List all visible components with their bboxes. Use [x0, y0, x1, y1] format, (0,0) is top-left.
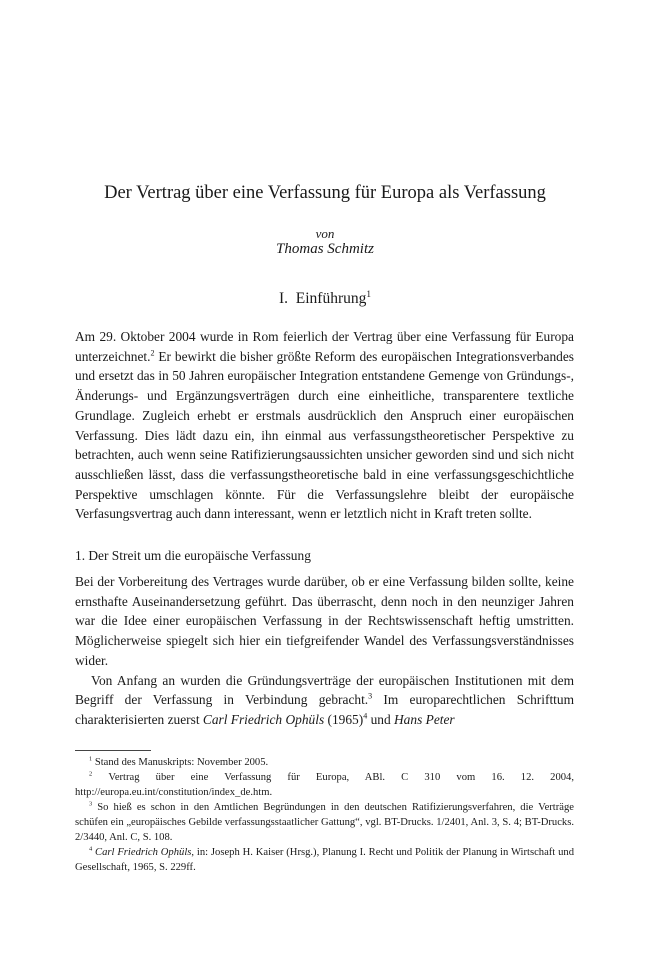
footnote-3: $^3$ So hieß es schon in den Amtlichen Begründungen in den deutschen Ratifizierungsverfahren, die Verträge schüfen ein „europäisches Gebilde verfassungsstaatlicher Gattung“, vgl. BT-Drucks. 1/2401, Anl. 3, S. 4; BT-Drucks. 2/3440, Anl. C, S. 108.	[75, 800, 574, 843]
paragraph-text: Von Anfang an wurden die Gründungsverträge der europäischen Institutionen mit dem Begriff der Verfassung in Verbindung gebracht.	[75, 672, 574, 708]
paragraph-text: (1965)	[324, 711, 364, 727]
footnote-divider	[75, 750, 151, 751]
paragraph-text: Er bewirkt die bisher größte Reform des europäischen Integrationsverbandes und ersetzt das in 50 Jahren europäischer Integration entstandene Gemenge von Gründungs-, Änderungs- und Ergänzungsverträgen durch eine einheitliche, transparentere textliche Grundlage. Zugleich erhebt er erstmals ausdrücklich den Anspruch einer europäischen Verfassung. Dies lädt dazu ein, ihn einmal aus verfassungstheoretischer Perspektive zu betrachten, auch wenn seine Ratifizierungsaussichten unsicher geworden sind und sich nicht ausschließen lässt, dass die verfassungstheoretische bald in eine verfassungsgeschichtliche Perspektive umschlagen könnte. Für die Verfassungslehre bleibt der europäische Verfasungsvertrag auch dann interessant, wenn er letztlich nicht in Kraft treten sollte.	[75, 348, 574, 522]
article-title: Der Vertrag über eine Verfassung für Europa als Verfassung	[104, 183, 546, 203]
section-number: I.	[278, 290, 289, 307]
person-name: Hans Peter	[394, 711, 455, 727]
paragraph-continued	[75, 671, 574, 730]
footnote-ref-1: 1	[366, 289, 372, 300]
paragraph-text: Bei der Vorbereitung des Vertrages wurde darüber, ob er eine Verfassung bilden sollte, keine ernsthafte Auseinandersetzung geführt. Das überrascht, denn noch in den neunziger Jahren war die Idee einer europäischen Verfassung in der Rechtswissenschaft heftig umstritten. Möglicherweise spiegelt sich hier ein tiefgreifender Wandel des Verfassungsverständnisses wider.	[75, 574, 574, 668]
paragraph-text: Im europarechtlichen Schrifttum charakterisierten zuerst	[75, 692, 574, 727]
footnote-ref-4: 4	[363, 711, 368, 721]
subsection-heading: 1. Der Streit um die europäische Verfassung	[75, 548, 311, 563]
person-name: Carl Friedrich Ophüls	[202, 711, 325, 727]
paragraph-body	[75, 572, 574, 730]
section-title: Einführung	[295, 290, 367, 307]
footnote-ref-2: 2	[150, 348, 155, 358]
footnote-ref-3: 3	[368, 691, 373, 701]
paragraph-intro	[75, 327, 574, 524]
author-name: Thomas Schmitz	[276, 241, 374, 257]
paragraph-text: und	[367, 711, 395, 727]
section-heading	[60, 288, 590, 310]
byline: von	[315, 226, 335, 241]
footnote-1: $^1$ Stand des Manuskripts: November 2005.	[89, 755, 269, 768]
footnote-4: $^4$ Carl Friedrich Ophüls, in: Joseph H. Kaiser (Hrsg.), Planung I. Recht und Politik der Planung in Wirtschaft und Gesellschaft, 1965, S. 229ff.	[75, 845, 574, 873]
footnote-2: $^2$ Vertrag über eine Verfassung für Europa, ABl. C 310 vom 16. 12. 2004, http://europa.eu.int/constitution/index_de.htm.	[75, 770, 575, 798]
paragraph-text: Am 29. Oktober 2004 wurde in Rom feierlich der Vertrag über eine Verfassung für Europa unterzeichnet.	[75, 329, 574, 364]
footnotes	[75, 755, 574, 875]
